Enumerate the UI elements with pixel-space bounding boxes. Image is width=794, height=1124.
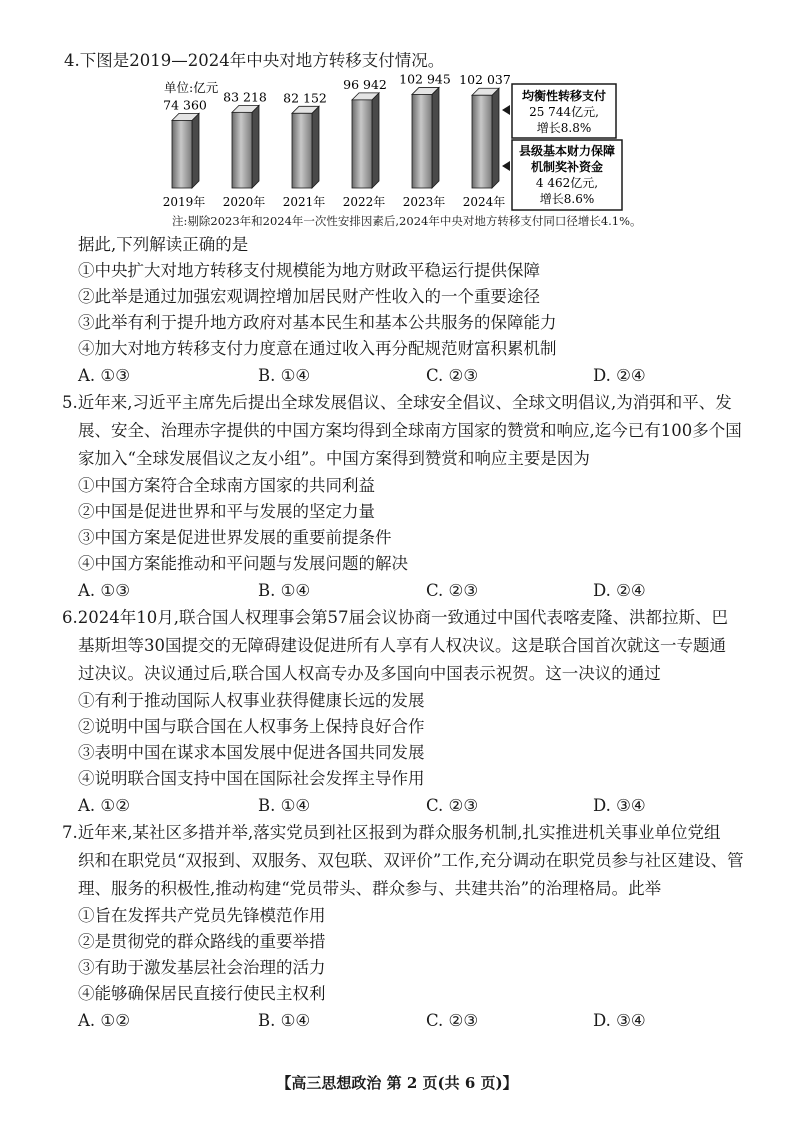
q4-item-1: ①中央扩大对地方转移支付规模能为地方财政平稳运行提供保障 bbox=[78, 261, 540, 280]
q7-option-d[interactable]: D. ③④ bbox=[593, 1011, 646, 1030]
q5-item-2: ②中国是促进世界和平与发展的坚定力量 bbox=[78, 502, 375, 521]
chart-unit-label: 单位:亿元 bbox=[164, 80, 219, 95]
transfer-payment-bar-chart bbox=[150, 70, 670, 212]
q5-item-1: ①中国方案符合全球南方国家的共同利益 bbox=[78, 476, 375, 495]
bar-side-face bbox=[192, 113, 199, 188]
callout-arrow-2 bbox=[502, 161, 510, 171]
q4-option-a[interactable]: A. ①③ bbox=[78, 366, 130, 385]
q6-stem-line-1: 6.2024年10月,联合国人权理事会第57届会议协商一致通过中国代表喀麦隆、洪都拉斯、巴 bbox=[62, 608, 728, 627]
bar-value-label: 74 360 bbox=[163, 97, 207, 113]
q6-option-d[interactable]: D. ③④ bbox=[593, 796, 646, 815]
q5-option-d[interactable]: D. ②④ bbox=[593, 581, 646, 600]
q5-option-c[interactable]: C. ②③ bbox=[426, 581, 479, 600]
q4-option-c[interactable]: C. ②③ bbox=[426, 366, 479, 385]
bar-side-face bbox=[372, 93, 379, 188]
bar-front-face bbox=[172, 120, 192, 188]
q7-item-4: ④能够确保居民直接行使民主权利 bbox=[78, 984, 326, 1003]
bar-2020年 bbox=[223, 89, 267, 209]
callout-2-line2: 机制奖补资金 bbox=[530, 160, 604, 174]
q5-stem-line-3: 家加入“全球发展倡议之友小组”。中国方案得到赞赏和响应主要是因为 bbox=[78, 449, 590, 468]
bar-2021年 bbox=[283, 90, 327, 209]
q4-option-b[interactable]: B. ①④ bbox=[258, 366, 311, 385]
q7-stem-line-1: 7.近年来,某社区多措并举,落实党员到社区报到为群众服务机制,扎实推进机关事业单位党组 bbox=[62, 823, 721, 842]
callout-1-line2: 25 744亿元, bbox=[529, 105, 599, 119]
bar-value-label: 83 218 bbox=[223, 89, 267, 105]
q4-stem: 4.下图是2019—2024年中央对地方转移支付情况。 bbox=[64, 51, 445, 70]
page-footer: 【高三思想政治 第 2 页(共 6 页)】 bbox=[276, 1074, 518, 1092]
bar-side-face bbox=[492, 88, 499, 188]
q4-item-3: ③此举有利于提升地方政府对基本民生和基本公共服务的保障能力 bbox=[78, 313, 557, 332]
q6-item-2: ②说明中国与联合国在人权事务上保持良好合作 bbox=[78, 717, 425, 736]
bar-category-label: 2021年 bbox=[282, 195, 326, 209]
q7-stem-line-3: 理、服务的积极性,推动构建“党员带头、群众参与、共建共治”的治理格局。此举 bbox=[78, 879, 662, 898]
bar-side-face bbox=[252, 105, 259, 188]
callout-2-line3: 4 462亿元, bbox=[535, 176, 599, 190]
bar-value-label: 82 152 bbox=[283, 90, 327, 106]
q5-stem-line-1: 5.近年来,习近平主席先后提出全球发展倡议、全球安全倡议、全球文明倡议,为消弭和平、发 bbox=[62, 393, 732, 412]
bar-value-label: 102 945 bbox=[399, 71, 451, 87]
callout-county-fiscal-support bbox=[502, 140, 622, 210]
bar-side-face bbox=[432, 87, 439, 188]
bar-category-label: 2020年 bbox=[222, 195, 266, 209]
q7-item-3: ③有助于激发基层社会治理的活力 bbox=[78, 958, 326, 977]
q5-stem-line-2: 展、安全、治理赤字提供的中国方案均得到全球南方国家的赞赏和响应,迄今已有100多个国 bbox=[78, 421, 742, 440]
q6-stem-line-3: 过决议。决议通过后,联合国人权高专办及多国向中国表示祝贺。这一决议的通过 bbox=[78, 664, 661, 683]
callout-2-line4: 增长8.6% bbox=[539, 192, 595, 206]
bar-category-label: 2023年 bbox=[402, 195, 446, 209]
bar-value-label: 102 037 bbox=[459, 72, 511, 88]
callout-1-line3: 增长8.8% bbox=[536, 121, 592, 135]
q6-item-4: ④说明联合国支持中国在国际社会发挥主导作用 bbox=[78, 769, 425, 788]
q6-item-3: ③表明中国在谋求本国发展中促进各国共同发展 bbox=[78, 743, 425, 762]
callout-1-line1: 均衡性转移支付 bbox=[521, 89, 607, 103]
q4-lead: 据此,下列解读正确的是 bbox=[78, 235, 249, 254]
bar-2023年 bbox=[399, 71, 451, 209]
chart-footnote: 注:剔除2023年和2024年一次性安排因素后,2024年中央对地方转移支付同口径增长4.1%。 bbox=[172, 214, 642, 228]
q7-option-c[interactable]: C. ②③ bbox=[426, 1011, 479, 1030]
q6-option-b[interactable]: B. ①④ bbox=[258, 796, 311, 815]
bar-category-label: 2024年 bbox=[462, 195, 506, 209]
callout-2-line1: 县级基本财力保障 bbox=[518, 144, 616, 158]
q4-option-d[interactable]: D. ②④ bbox=[593, 366, 646, 385]
q5-item-4: ④中国方案能推动和平问题与发展问题的解决 bbox=[78, 554, 408, 573]
q4-item-4: ④加大对地方转移支付力度意在通过收入再分配规范财富积累机制 bbox=[78, 339, 557, 358]
q7-item-2: ②是贯彻党的群众路线的重要举措 bbox=[78, 932, 326, 951]
bar-front-face bbox=[412, 94, 432, 188]
q6-stem-line-2: 基斯坦等30国提交的无障碍建设促进所有人享有人权决议。这是联合国首次就这一专题通 bbox=[78, 636, 726, 655]
q5-option-b[interactable]: B. ①④ bbox=[258, 581, 311, 600]
q7-stem-line-2: 织和在职党员“双报到、双服务、双包联、双评价”工作,充分调动在职党员参与社区建设、管 bbox=[78, 851, 744, 870]
q6-option-c[interactable]: C. ②③ bbox=[426, 796, 479, 815]
q7-option-b[interactable]: B. ①④ bbox=[258, 1011, 311, 1030]
bar-front-face bbox=[232, 112, 252, 188]
q4-item-2: ②此举是通过加强宏观调控增加居民财产性收入的一个重要途径 bbox=[78, 287, 540, 306]
q5-item-3: ③中国方案是促进世界发展的重要前提条件 bbox=[78, 528, 392, 547]
q7-option-a[interactable]: A. ①② bbox=[78, 1011, 130, 1030]
bar-category-label: 2019年 bbox=[162, 195, 206, 209]
bar-value-label: 96 942 bbox=[343, 76, 387, 92]
bar-2022年 bbox=[343, 77, 387, 209]
bar-2024年 bbox=[459, 72, 511, 209]
q6-item-1: ①有利于推动国际人权事业获得健康长远的发展 bbox=[78, 691, 425, 710]
bar-side-face bbox=[312, 106, 319, 188]
q5-option-a[interactable]: A. ①③ bbox=[78, 581, 130, 600]
q6-option-a[interactable]: A. ①② bbox=[78, 796, 130, 815]
callout-equalization-transfer bbox=[502, 84, 616, 138]
callout-arrow-1 bbox=[502, 105, 510, 115]
bar-front-face bbox=[472, 95, 492, 188]
bar-2019年 bbox=[163, 97, 207, 209]
q7-item-1: ①旨在发挥共产党员先锋模范作用 bbox=[78, 906, 326, 925]
bar-front-face bbox=[352, 100, 372, 188]
bar-front-face bbox=[292, 113, 312, 188]
bar-category-label: 2022年 bbox=[342, 195, 386, 209]
